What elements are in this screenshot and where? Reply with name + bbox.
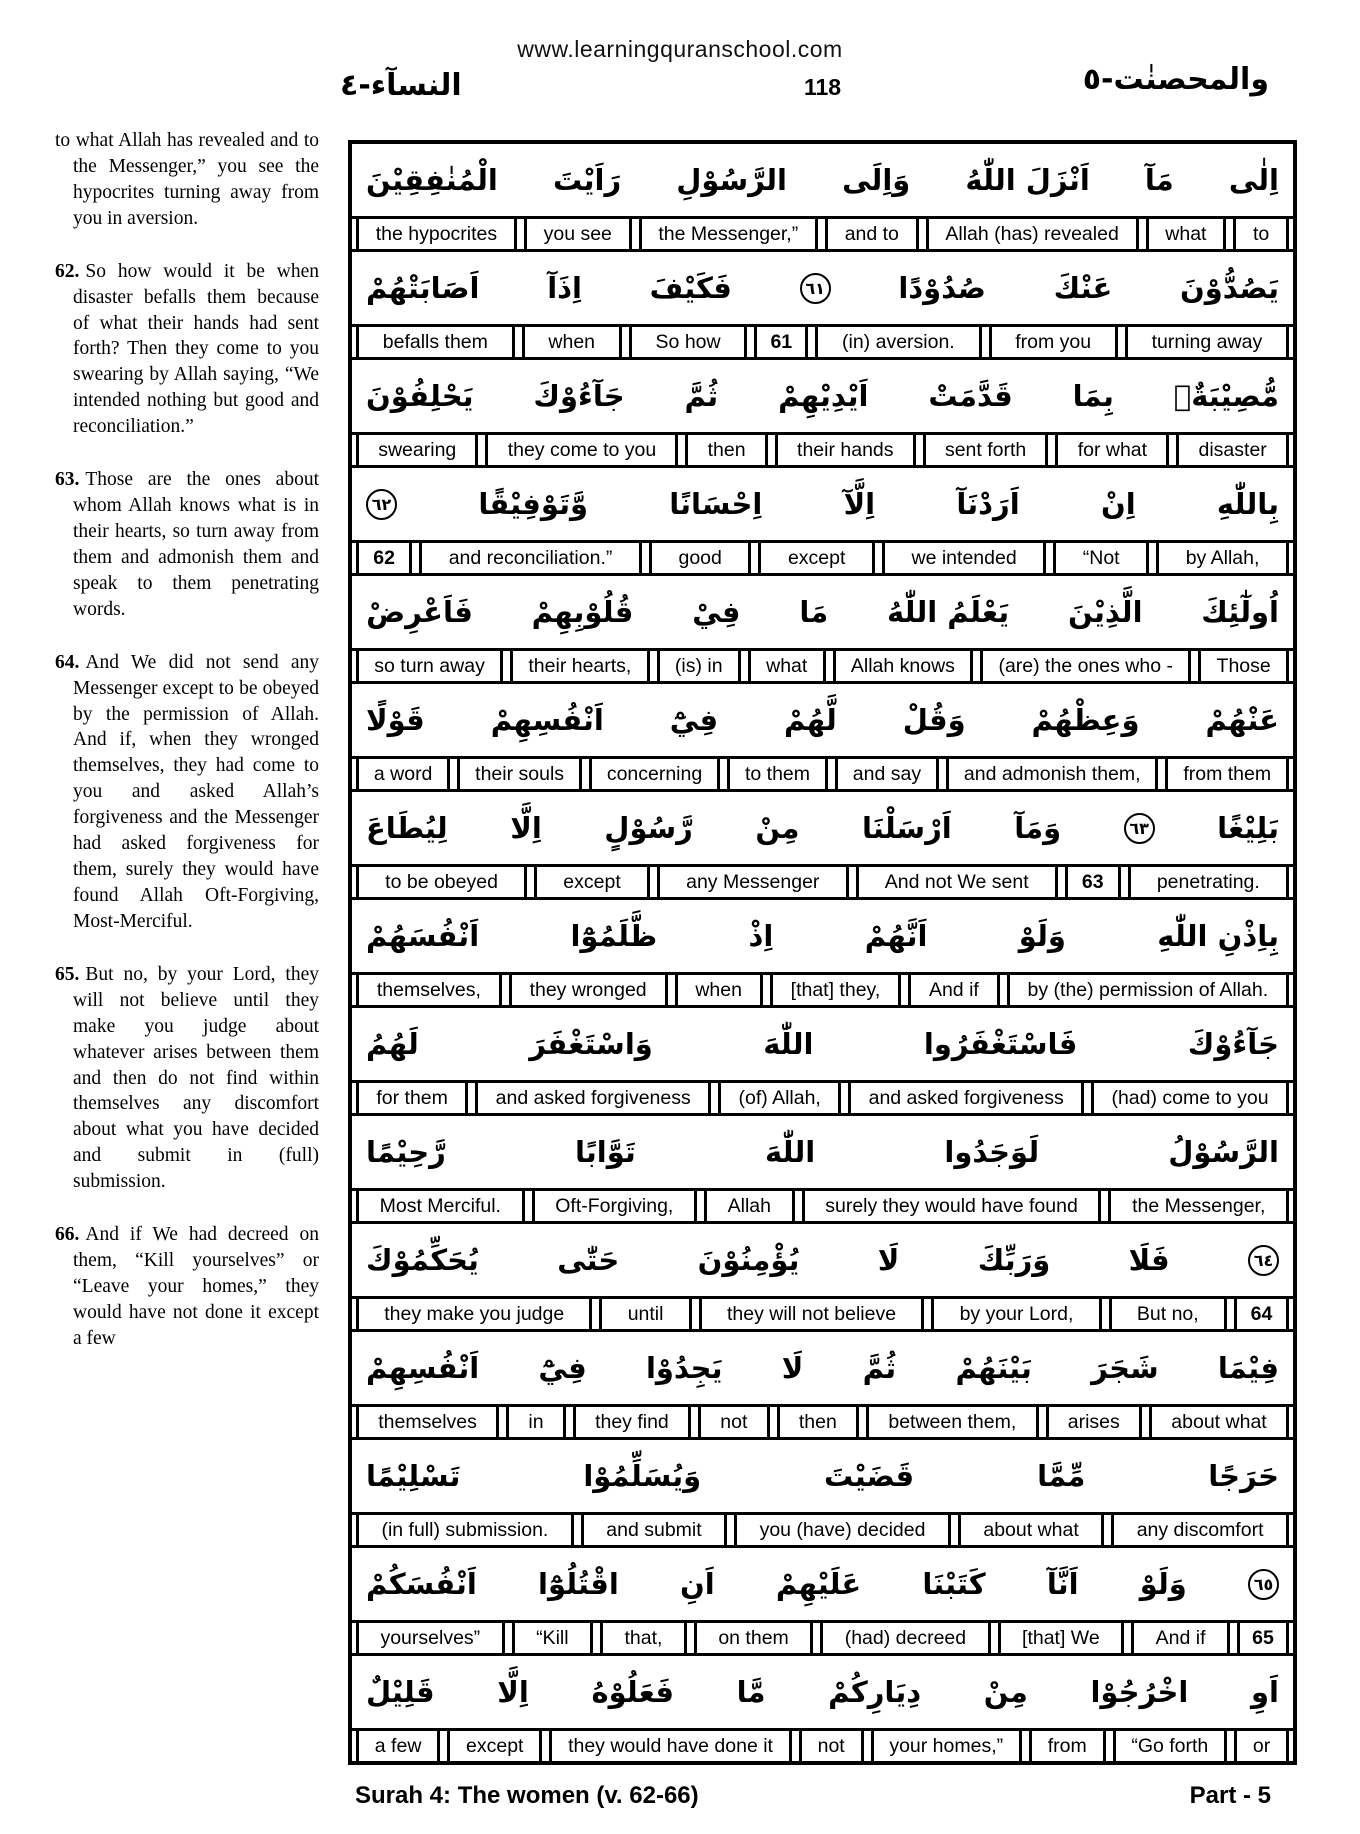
arabic-word: رَّسُوْلٍ	[604, 811, 693, 845]
arabic-word: فِيْ	[692, 595, 741, 629]
arabic-word: اَنِ	[679, 1567, 715, 1601]
word-translation-cell: (in full) submission.	[356, 1515, 574, 1545]
translation-paragraph: 64. And We did not send any Messenger except to be obeyed by the permission of Allah. And if, when they wronged themselves, they had come to you and asked Allah’s forgiveness and the Messenger had asked forgiveness for them, surely they would have found Allah Oft-Forgiving, Most-Merciful.	[55, 651, 319, 932]
arabic-word: اللّٰهَ	[763, 1027, 814, 1061]
ayah-row-block	[352, 1656, 1293, 1761]
word-translation-cell: to be obeyed	[356, 867, 527, 897]
arabic-word: اُولٰٓئِكَ	[1201, 595, 1279, 629]
arabic-word: اَنَّهُمْ	[864, 919, 928, 953]
word-translation-row	[352, 1080, 1293, 1116]
arabic-word: ثُمَّ	[862, 1351, 897, 1385]
arabic-word: مَا	[799, 595, 829, 629]
word-translation-cell: between them,	[866, 1407, 1038, 1437]
translation-paragraph: 66. And if We had decreed on them, “Kill yourselves” or “Leave your homes,” they would have not done it except a few	[55, 1224, 319, 1349]
word-translation-cell: And if	[908, 975, 1000, 1005]
word-translation-cell: And not We sent	[856, 867, 1058, 897]
word-translation-cell: and reconciliation.”	[419, 543, 642, 573]
arabic-word: الرَّسُوْلِ	[676, 163, 787, 197]
word-translation-cell: their souls	[457, 759, 582, 789]
arabic-word: اِلَّآ	[843, 487, 876, 521]
ayah-number-circle: ٦٣	[1124, 813, 1155, 844]
arabic-word: يَصُدُّوْنَ	[1180, 271, 1279, 305]
arabic-line	[352, 684, 1293, 756]
arabic-word: اخْرُجُوْا	[1090, 1675, 1189, 1709]
arabic-word: شَجَرَ	[1091, 1351, 1159, 1385]
word-translation-row	[352, 972, 1293, 1008]
word-translation-cell: not	[698, 1407, 770, 1437]
arabic-line	[352, 252, 1293, 324]
word-translation-cell: they would have done it	[549, 1731, 792, 1761]
word-translation-row	[352, 756, 1293, 792]
word-translation-cell: and admonish them,	[946, 759, 1158, 789]
arabic-word: اِذْ	[748, 919, 774, 953]
word-translation-cell: and to	[825, 219, 919, 249]
arabic-word: عَنْهُمْ	[1205, 703, 1279, 737]
word-translation-cell: a few	[356, 1731, 440, 1761]
arabic-line	[352, 1548, 1293, 1620]
word-translation-cell: (had) decreed	[820, 1623, 990, 1653]
word-translation-cell: until	[599, 1299, 691, 1329]
word-translation-cell: from them	[1165, 759, 1289, 789]
arabic-word: اِذَآ	[547, 271, 582, 305]
word-translation-cell: to them	[727, 759, 828, 789]
arabic-word: اَنَّآ	[1046, 1567, 1079, 1601]
arabic-word: مِنْ	[755, 811, 800, 845]
arabic-word: ثُمَّ	[684, 379, 719, 413]
ayah-number-circle: ٦٢	[366, 489, 397, 520]
arabic-word: مَّا	[736, 1675, 766, 1709]
footer-surah-title: Surah 4: The women (v. 62-66)	[355, 1782, 699, 1809]
word-translation-cell: they wronged	[509, 975, 668, 1005]
word-translation-cell: the Messenger,”	[639, 219, 818, 249]
word-translation-cell: you (have) decided	[734, 1515, 951, 1545]
word-translation-cell: we intended	[882, 543, 1046, 573]
word-translation-row	[352, 216, 1293, 252]
arabic-word: اِلَّا	[510, 811, 542, 845]
word-translation-cell: Most Merciful.	[356, 1191, 525, 1221]
word-translation-cell: So how	[629, 327, 748, 357]
word-translation-cell: “Kill	[512, 1623, 593, 1653]
ayah-row-block	[352, 576, 1293, 684]
word-translation-cell: themselves,	[356, 975, 502, 1005]
word-translation-cell: except	[758, 543, 875, 573]
verse-number-cell: 65	[1237, 1623, 1289, 1653]
verse-number-cell: 64	[1234, 1299, 1289, 1329]
translation-column	[55, 128, 319, 1379]
word-translation-cell: [that] they,	[770, 975, 901, 1005]
arabic-word: قُلُوْبِهِمْ	[531, 595, 634, 629]
word-translation-cell: Those	[1198, 651, 1289, 681]
juz-name-arabic: والمحصنٰت-٥	[1082, 62, 1269, 97]
arabic-word: اللّٰهَ	[764, 1135, 816, 1169]
arabic-word: تَوَّابًا	[574, 1135, 636, 1169]
arabic-word: لَهُمُ	[366, 1027, 419, 1061]
verse-number-cell: 61	[754, 327, 808, 357]
arabic-word: اِلٰى	[1228, 163, 1279, 197]
ayah-number-circle: ٦٤	[1248, 1245, 1279, 1276]
arabic-word: اَنْفُسَكُمْ	[366, 1567, 477, 1601]
word-translation-cell: Allah	[704, 1191, 795, 1221]
verse-number: 66.	[55, 1224, 80, 1246]
word-translation-cell: then	[685, 435, 767, 465]
word-translation-cell: and asked forgiveness	[475, 1083, 711, 1113]
word-translation-row	[352, 1296, 1293, 1332]
word-translation-cell: “Go forth	[1113, 1731, 1228, 1761]
arabic-word: فَاَعْرِضْ	[366, 595, 473, 629]
word-translation-cell: (is) in	[657, 651, 741, 681]
word-translation-cell: your homes,”	[871, 1731, 1022, 1761]
arabic-line	[352, 792, 1293, 864]
word-translation-cell: what	[1146, 219, 1227, 249]
arabic-word: قَضَيْتَ	[824, 1459, 915, 1493]
arabic-word: مِّمَّا	[1037, 1459, 1086, 1493]
arabic-word: بِاللّٰهِ	[1216, 487, 1279, 521]
arabic-word: فَلَا	[1128, 1243, 1170, 1277]
arabic-word: اَصَابَتْهُمْ	[366, 271, 480, 305]
word-translation-cell: Oft-Forgiving,	[532, 1191, 697, 1221]
word-translation-cell: to	[1233, 219, 1289, 249]
arabic-word: يُحَكِّمُوْكَ	[366, 1243, 479, 1277]
verse-number: 65.	[55, 963, 80, 985]
word-translation-cell: the Messenger,	[1108, 1191, 1289, 1221]
arabic-word: لِيُطَاعَ	[366, 811, 448, 845]
arabic-word: لَّهُمْ	[784, 703, 837, 737]
arabic-word: اَوِ	[1251, 1675, 1279, 1709]
word-translation-cell: and submit	[581, 1515, 727, 1545]
arabic-word: فَكَيْفَ	[649, 271, 732, 305]
word-translation-cell: that,	[600, 1623, 687, 1653]
word-translation-cell: any Messenger	[657, 867, 849, 897]
arabic-word: يُؤْمِنُوْنَ	[697, 1243, 800, 1277]
translation-paragraph: 63. Those are the ones about whom Allah knows what is in their hearts, so turn away from them and admonish them and speak to them penetrating words.	[55, 469, 319, 620]
word-translation-row	[352, 432, 1293, 468]
word-translation-cell: except	[447, 1731, 542, 1761]
arabic-word: يَعْلَمُ اللّٰهُ	[886, 595, 1010, 629]
word-translation-cell: they find	[573, 1407, 691, 1437]
arabic-word: اِحْسَانًا	[669, 487, 763, 521]
word-translation-cell: by Allah,	[1156, 543, 1289, 573]
word-translation-cell: a word	[356, 759, 450, 789]
arabic-word: جَآءُوْكَ	[533, 379, 625, 413]
arabic-word: اَنْفُسِهِمْ	[490, 703, 604, 737]
arabic-word: بِمَا	[1072, 379, 1114, 413]
arabic-word: وَلَوْ	[1018, 919, 1066, 953]
arabic-word: تَسْلِيْمًا	[366, 1459, 461, 1493]
word-translation-cell: so turn away	[356, 651, 503, 681]
arabic-word: اِنْ	[1100, 487, 1136, 521]
arabic-word: رَّحِيْمًا	[366, 1135, 446, 1169]
word-translation-cell: their hearts,	[510, 651, 650, 681]
arabic-word: وَاِلَى	[842, 163, 911, 197]
word-translation-cell: then	[777, 1407, 859, 1437]
word-translation-cell: But no,	[1109, 1299, 1227, 1329]
arabic-word: قَلِيْلٌ	[366, 1675, 435, 1709]
arabic-word: اَنْفُسَهُمْ	[366, 919, 480, 953]
verse-number: 64.	[55, 651, 80, 673]
word-translation-row	[352, 1404, 1293, 1440]
arabic-word: حَتّٰى	[557, 1243, 620, 1277]
arabic-word: الرَّسُوْلُ	[1168, 1135, 1279, 1169]
ayah-row-block	[352, 1440, 1293, 1548]
arabic-line	[352, 1116, 1293, 1188]
word-translation-row	[352, 1512, 1293, 1548]
word-translation-cell: they come to you	[485, 435, 678, 465]
verse-number-cell: 62	[356, 543, 412, 573]
arabic-word: قَدَّمَتْ	[928, 379, 1013, 413]
translation-paragraph: to what Allah has revealed and to the Messenger,” you see the hypocrites turning away from you in aversion.	[55, 130, 319, 229]
word-translation-row	[352, 324, 1293, 360]
word-translation-cell: in	[506, 1407, 566, 1437]
arabic-word: اِلَّا	[497, 1675, 529, 1709]
arabic-word: فِيْمَا	[1217, 1351, 1279, 1385]
word-translation-cell: “Not	[1053, 543, 1149, 573]
word-translation-cell: any discomfort	[1111, 1515, 1289, 1545]
arabic-word: الْمُنٰفِقِيْنَ	[366, 163, 498, 197]
word-translation-cell: on them	[694, 1623, 813, 1653]
word-translation-cell: good	[649, 543, 751, 573]
arabic-word: وَيُسَلِّمُوْا	[583, 1459, 702, 1493]
arabic-word: بِاِذْنِ اللّٰهِ	[1157, 919, 1279, 953]
arabic-line	[352, 1008, 1293, 1080]
arabic-word: عَنْكَ	[1053, 271, 1113, 305]
arabic-word: اَرَدْنَآ	[956, 487, 1020, 521]
translation-paragraph: 62. So how would it be when disaster befalls them because of what their hands had sent forth? Then they come to you swearing by Allah saying, “We intended nothing but good and reconciliation.”	[55, 260, 319, 438]
arabic-word: وَّتَوْفِيْقًا	[478, 487, 588, 521]
word-translation-cell: swearing	[356, 435, 478, 465]
arabic-word: صُدُوْدًا	[898, 271, 986, 305]
ayah-row-block	[352, 1224, 1293, 1332]
word-translation-cell: yourselves”	[356, 1623, 505, 1653]
word-translation-cell: when	[522, 327, 622, 357]
arabic-word: وَمَآ	[1014, 811, 1062, 845]
verse-number: 63.	[55, 469, 80, 491]
arabic-word: فَعَلُوْهُ	[591, 1675, 674, 1709]
arabic-line	[352, 468, 1293, 540]
arabic-word: اَنْزَلَ اللّٰهُ	[965, 163, 1090, 197]
word-translation-cell: for them	[356, 1083, 468, 1113]
ayah-row-block	[352, 1332, 1293, 1440]
arabic-word: وَعِظْهُمْ	[1031, 703, 1140, 737]
arabic-line	[352, 1440, 1293, 1512]
word-translation-cell: themselves	[356, 1407, 499, 1437]
ayah-row-block	[352, 684, 1293, 792]
arabic-word: بَلِيْغًا	[1217, 811, 1279, 845]
arabic-word: فِيْٓ	[538, 1351, 587, 1385]
arabic-word: لَا	[877, 1243, 900, 1277]
ayah-number-circle: ٦١	[800, 273, 831, 304]
ayah-number-circle: ٦٥	[1248, 1569, 1279, 1600]
word-translation-cell: disaster	[1176, 435, 1289, 465]
arabic-word: اَرْسَلْنَا	[861, 811, 952, 845]
arabic-word: وَرَبِّكَ	[977, 1243, 1051, 1277]
word-translation-row	[352, 540, 1293, 576]
word-translation-cell: they will not believe	[699, 1299, 925, 1329]
word-translation-cell: or	[1234, 1731, 1289, 1761]
ayah-row-block	[352, 1548, 1293, 1656]
ayah-row-block	[352, 1008, 1293, 1116]
word-translation-cell: turning away	[1125, 327, 1289, 357]
word-translation-cell: and asked forgiveness	[848, 1083, 1084, 1113]
word-translation-row	[352, 648, 1293, 684]
word-translation-cell: by (the) permission of Allah.	[1007, 975, 1289, 1005]
word-translation-cell: what	[748, 651, 826, 681]
word-translation-row	[352, 1188, 1293, 1224]
word-translation-cell: sent forth	[923, 435, 1049, 465]
ayah-row-block	[352, 252, 1293, 360]
word-translation-cell: penetrating.	[1128, 867, 1289, 897]
arabic-line	[352, 144, 1293, 216]
arabic-word: يَحْلِفُوْنَ	[366, 379, 474, 413]
word-translation-cell: (of) Allah,	[718, 1083, 841, 1113]
arabic-word: يَجِدُوْا	[645, 1351, 723, 1385]
word-translation-cell: And if	[1131, 1623, 1230, 1653]
quran-word-table	[348, 140, 1297, 1765]
word-translation-cell: concerning	[589, 759, 720, 789]
word-translation-cell: (in) aversion.	[815, 327, 981, 357]
arabic-line	[352, 900, 1293, 972]
word-translation-cell: their hands	[775, 435, 916, 465]
arabic-word: وَقُلْ	[902, 703, 966, 737]
word-translation-cell: (are) the ones who -	[980, 651, 1191, 681]
word-translation-cell: for what	[1055, 435, 1169, 465]
word-translation-cell: befalls them	[356, 327, 515, 357]
arabic-word: لَوَجَدُوا	[944, 1135, 1040, 1169]
word-translation-cell: by your Lord,	[931, 1299, 1101, 1329]
word-translation-cell: surely they would have found	[802, 1191, 1102, 1221]
ayah-row-block	[352, 792, 1293, 900]
arabic-word: جَآءُوْكَ	[1187, 1027, 1279, 1061]
ayah-row-block	[352, 1116, 1293, 1224]
arabic-line	[352, 1656, 1293, 1728]
word-translation-cell: from	[1029, 1731, 1106, 1761]
ayah-row-block	[352, 144, 1293, 252]
site-url: www.learningquranschool.com	[517, 36, 843, 62]
arabic-word: مَآ	[1144, 163, 1174, 197]
translation-paragraph: 65. But no, by your Lord, they will not believe until they make you judge about whatever arises between them and then do not find within themselves any discomfort about what you have decided and submit in (full) submission.	[55, 963, 319, 1193]
arabic-word: وَلَوْ	[1139, 1567, 1187, 1601]
arabic-line	[352, 576, 1293, 648]
arabic-word: اَنْفُسِهِمْ	[366, 1351, 480, 1385]
arabic-word: لَا	[781, 1351, 804, 1385]
word-translation-cell: and say	[835, 759, 939, 789]
arabic-word: اَيْدِيْهِمْ	[778, 379, 869, 413]
arabic-word: وَاسْتَغْفَرَ	[529, 1027, 653, 1061]
arabic-line	[352, 1332, 1293, 1404]
word-translation-cell: about what	[1149, 1407, 1289, 1437]
arabic-word: عَلَيْهِمْ	[775, 1567, 862, 1601]
arabic-word: حَرَجًا	[1208, 1459, 1279, 1493]
arabic-line	[352, 1224, 1293, 1296]
arabic-word: بَيْنَهُمْ	[955, 1351, 1032, 1385]
verse-number-cell: 63	[1065, 867, 1121, 897]
word-translation-cell: about what	[958, 1515, 1104, 1545]
arabic-word: كَتَبْنَا	[922, 1567, 986, 1601]
word-translation-row	[352, 1620, 1293, 1656]
word-translation-cell: you see	[524, 219, 632, 249]
arabic-word: فِيْٓ	[669, 703, 719, 737]
word-translation-cell: they make you judge	[356, 1299, 592, 1329]
arabic-word: الَّذِيْنَ	[1067, 595, 1143, 629]
surah-name-arabic: النسآء-٤	[340, 68, 462, 103]
word-translation-cell: Allah knows	[833, 651, 974, 681]
word-translation-cell: the hypocrites	[356, 219, 517, 249]
page-number: 118	[803, 74, 842, 100]
arabic-word: فَاسْتَغْفَرُوا	[923, 1027, 1078, 1061]
page-header	[340, 62, 1297, 120]
word-translation-cell: (had) come to you	[1091, 1083, 1289, 1113]
word-translation-row	[352, 1728, 1293, 1761]
word-translation-row	[352, 864, 1293, 900]
footer-part-number: Part - 5	[1189, 1782, 1271, 1809]
arabic-word: قَوْلًا	[366, 703, 425, 737]
page-footer	[355, 1782, 1271, 1810]
arabic-word: دِيَارِكُمْ	[828, 1675, 922, 1709]
word-translation-cell: except	[534, 867, 650, 897]
arabic-line	[352, 360, 1293, 432]
arabic-word: مِنْ	[983, 1675, 1028, 1709]
ayah-row-block	[352, 900, 1293, 1008]
ayah-row-block	[352, 360, 1293, 468]
arabic-word: اقْتُلُوْٓا	[538, 1567, 619, 1601]
arabic-word: ظَّلَمُوْٓا	[570, 919, 658, 953]
word-translation-cell: [that] We	[998, 1623, 1125, 1653]
arabic-word: رَاَيْتَ	[552, 163, 622, 197]
word-translation-cell: when	[675, 975, 763, 1005]
arabic-word: مُّصِيْبَةٌۢ	[1173, 379, 1279, 413]
ayah-row-block	[352, 468, 1293, 576]
word-translation-cell: from you	[989, 327, 1118, 357]
word-translation-cell: Allah (has) revealed	[926, 219, 1139, 249]
word-translation-cell: not	[799, 1731, 864, 1761]
word-translation-cell: arises	[1046, 1407, 1143, 1437]
verse-number: 62.	[55, 260, 80, 282]
